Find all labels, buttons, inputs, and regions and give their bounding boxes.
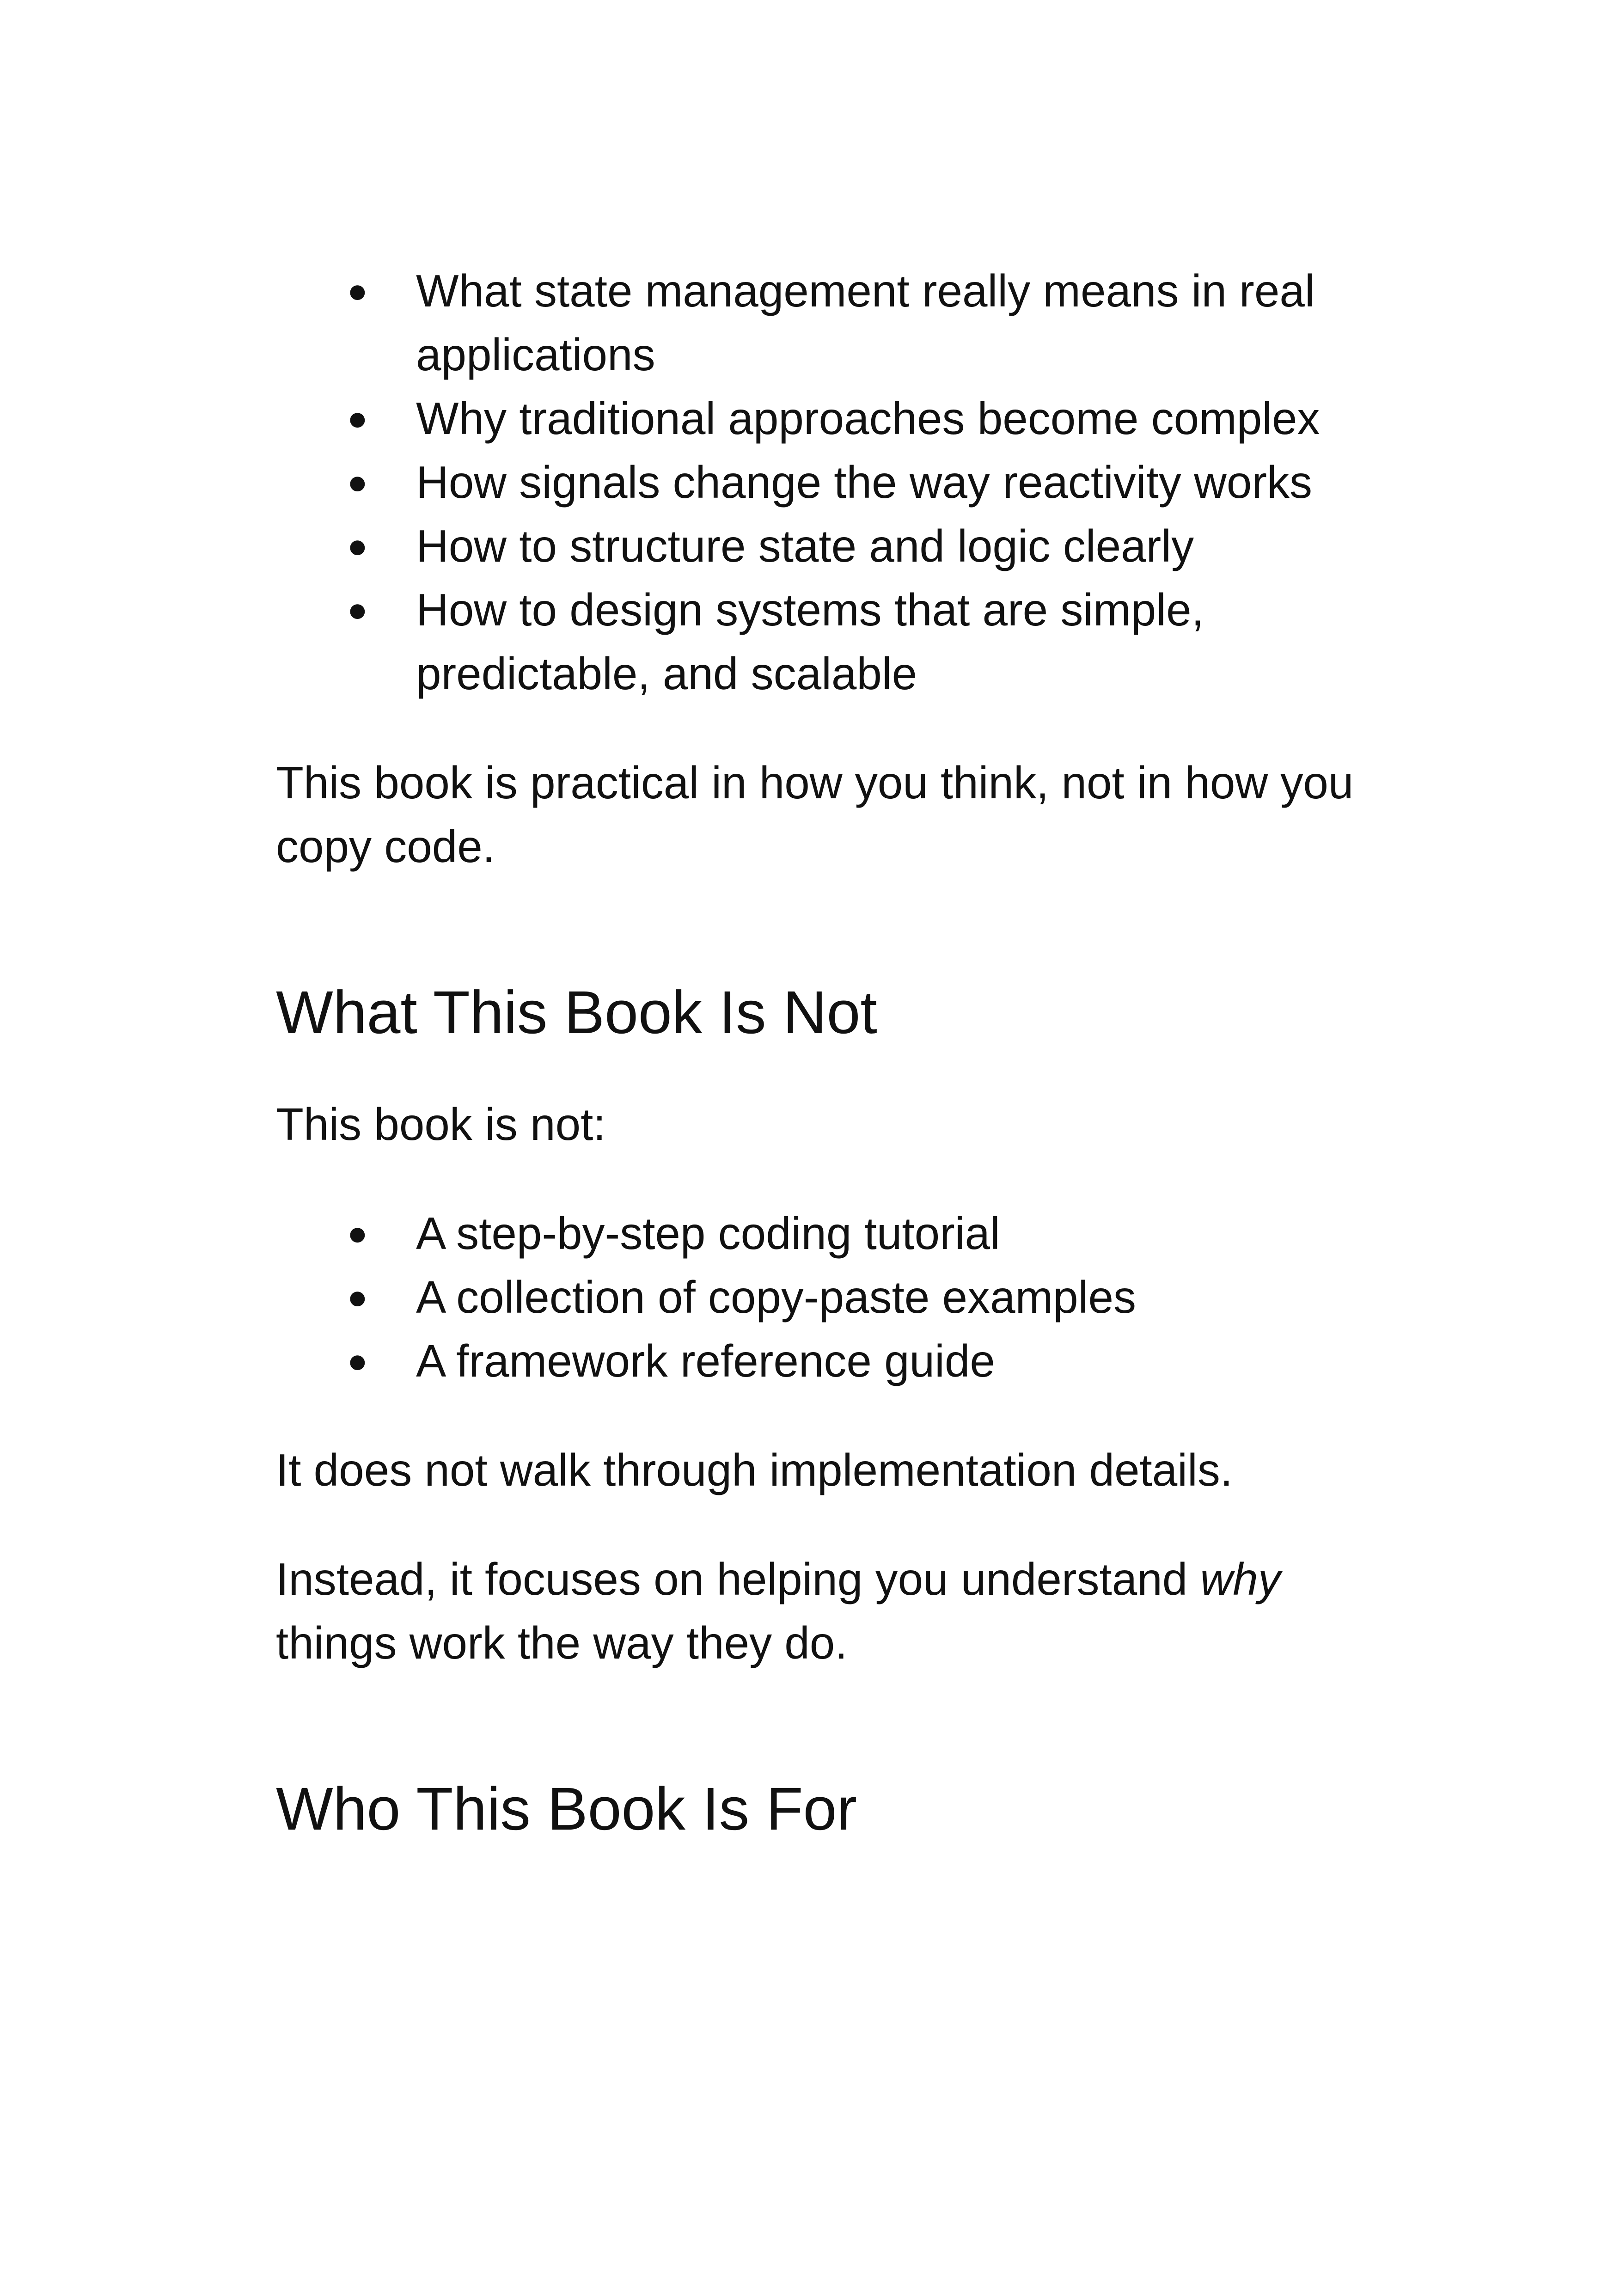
bullet-icon: ● bbox=[347, 463, 368, 501]
list-item-text: How to structure state and logic clearly bbox=[416, 520, 1194, 571]
list-item-text: What state management really means in real applications bbox=[416, 265, 1315, 380]
no-details-paragraph: It does not walk through implementation details. bbox=[276, 1445, 1233, 1495]
instead-paragraph bbox=[276, 1547, 1357, 1675]
not-intro-paragraph: This book is not: bbox=[276, 1099, 606, 1150]
section-heading-not: What This Book Is Not bbox=[276, 978, 877, 1046]
list-item bbox=[276, 1201, 1357, 1265]
list-item-text: A framework reference guide bbox=[416, 1335, 995, 1386]
bullet-icon: ● bbox=[347, 399, 368, 437]
list-item bbox=[276, 386, 1357, 450]
bullet-icon: ● bbox=[347, 590, 368, 629]
instead-text-before: Instead, it focuses on helping you understand bbox=[276, 1554, 1200, 1604]
topics-list bbox=[276, 259, 1357, 705]
page-content bbox=[276, 259, 1357, 1846]
instead-text-after: things work the way they do. bbox=[276, 1617, 848, 1668]
practical-paragraph: This book is practical in how you think, not in how you copy code. bbox=[276, 757, 1354, 872]
bullet-icon: ● bbox=[347, 271, 368, 310]
list-item-text: Why traditional approaches become complex bbox=[416, 393, 1320, 444]
bullet-icon: ● bbox=[347, 1341, 368, 1380]
bullet-icon: ● bbox=[347, 1214, 368, 1252]
list-item-text: How to design systems that are simple, predictable, and scalable bbox=[416, 584, 1204, 699]
list-item bbox=[276, 1265, 1357, 1329]
list-item-text: A collection of copy-paste examples bbox=[416, 1272, 1136, 1322]
list-item-text: A step-by-step coding tutorial bbox=[416, 1208, 1000, 1259]
bullet-icon: ● bbox=[347, 527, 368, 565]
list-item bbox=[276, 1329, 1357, 1393]
list-item bbox=[276, 514, 1357, 578]
bullet-icon: ● bbox=[347, 1278, 368, 1316]
section-heading-for: Who This Book Is For bbox=[276, 1775, 857, 1843]
list-item bbox=[276, 578, 1357, 705]
list-item bbox=[276, 450, 1357, 514]
instead-emphasis: why bbox=[1200, 1554, 1281, 1604]
list-item bbox=[276, 259, 1357, 386]
not-list bbox=[276, 1201, 1357, 1393]
list-item-text: How signals change the way reactivity works bbox=[416, 457, 1313, 508]
